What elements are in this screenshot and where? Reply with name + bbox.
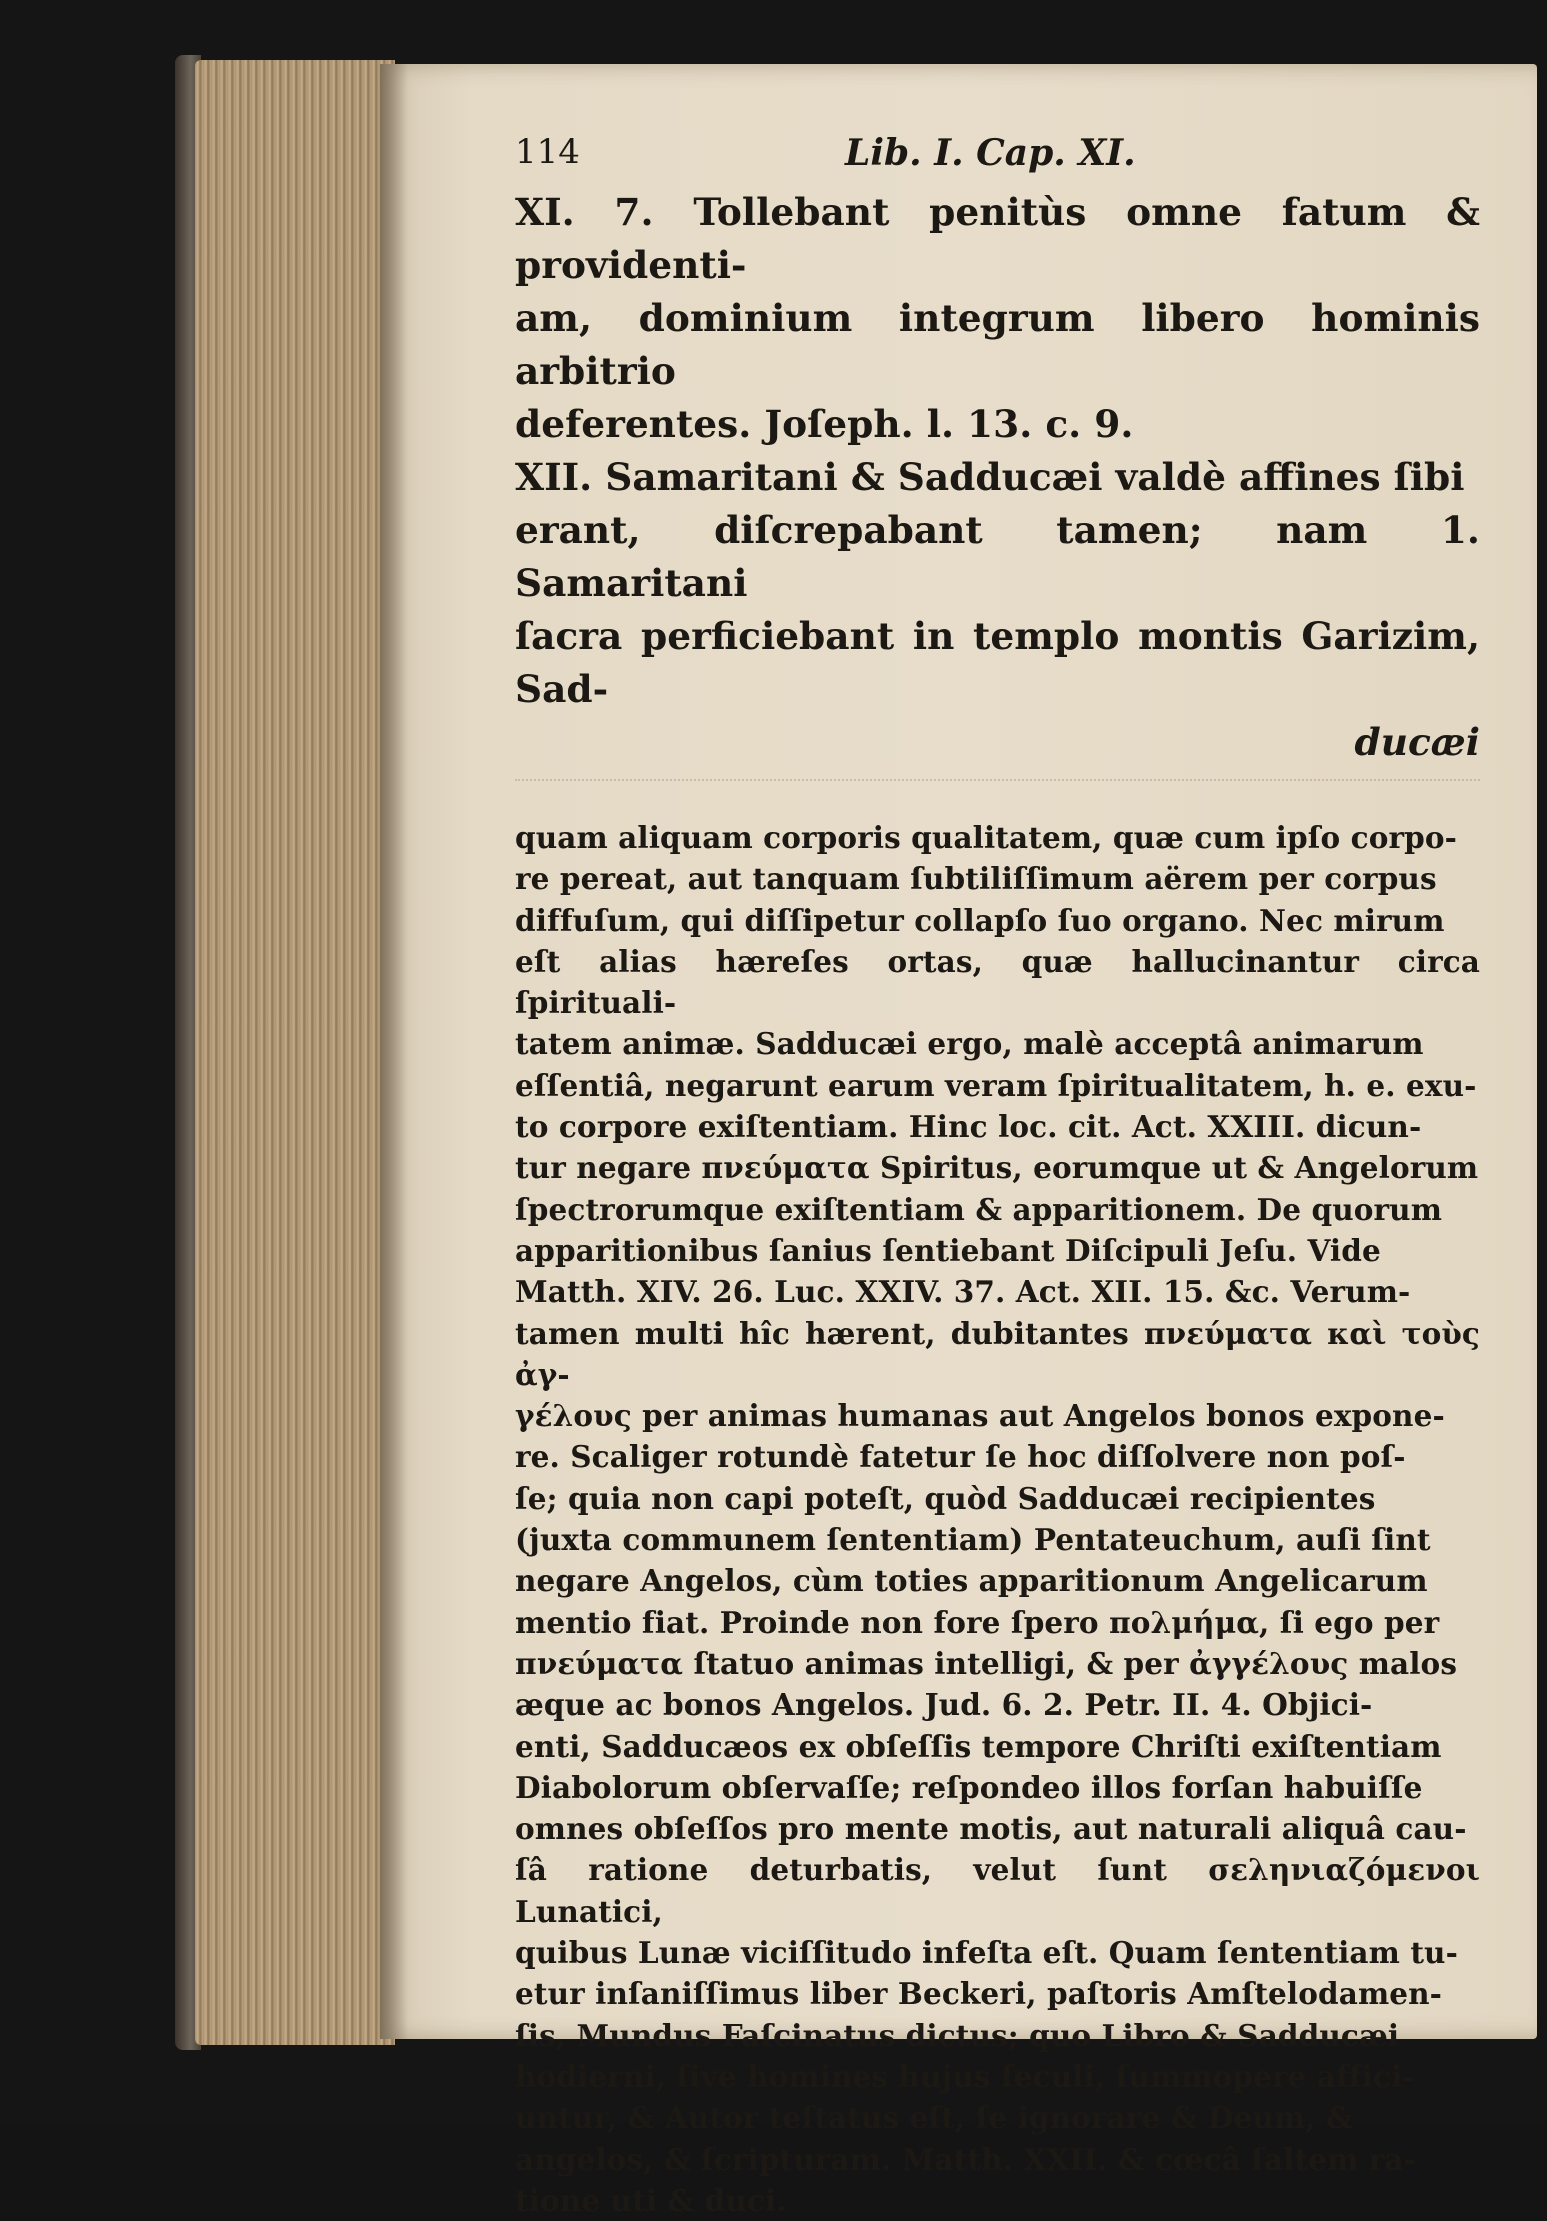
- text-line: eſt alias hæreſes ortas, quæ hallucinantur circa ſpirituali-: [515, 943, 1480, 1021]
- text-line: enti, Sadducæos ex obſeſſis tempore Chriſti exiſtentiam: [515, 1728, 1442, 1764]
- text-line: ſpectrorumque exiſtentiam & apparitionem. De quorum: [515, 1191, 1443, 1227]
- text-line: (juxta communem ſententiam) Pentateuchum, auſi ſint: [515, 1522, 1431, 1558]
- text-line: ſis, Mundus Faſcinatus dictus; quo Libro & Sadducæi: [515, 2017, 1400, 2053]
- text-line: eſſentiâ, negarunt earum veram ſpiritualitatem, h. e. exu-: [515, 1067, 1477, 1103]
- text-line: apparitionibus ſanius ſentiebant Diſcipuli Jeſu. Vide: [515, 1232, 1381, 1268]
- text-line: πνεύματα ſtatuo animas intelligi, & per ἀγγέλους malos: [515, 1645, 1458, 1681]
- text-line: tur negare πνεύματα Spiritus, eorumque ut & Angelorum: [515, 1150, 1479, 1186]
- text-line: negare Angelos, cùm toties apparitionum Angelicarum: [515, 1563, 1428, 1599]
- text-line: mentio fiat. Proinde non fore ſpero πολμήμα, ſi ego per: [515, 1604, 1440, 1640]
- text-line: to corpore exiſtentiam. Hinc loc. cit. Act. XXIII. dicun-: [515, 1109, 1422, 1145]
- book-page-edges: [195, 60, 395, 2045]
- gutter-shadow: [380, 64, 408, 2039]
- text-line: etur inſaniſſimus liber Beckeri, paſtoris Amſtelodamen-: [515, 1976, 1443, 2012]
- text-line: deferentes. Joſeph. l. 13. c. 9.: [515, 402, 1134, 446]
- text-line: ſacra perficiebant in templo montis Garizim, Sad-: [515, 614, 1480, 711]
- catchword: ducæi: [1354, 720, 1480, 764]
- text-line: æque ac bonos Angelos. Jud. 6. 2. Petr. II. 4. Objici-: [515, 1687, 1373, 1723]
- text-line: Matth. XIV. 26. Luc. XXIV. 37. Act. XII. 15. &c. Verum-: [515, 1274, 1411, 1310]
- page-content: [515, 132, 1480, 2221]
- text-line: diffuſum, qui diſſipetur collapſo ſuo organo. Nec mirum: [515, 902, 1445, 938]
- text-line: γέλους per animas humanas aut Angelos bonos expone-: [515, 1398, 1445, 1434]
- text-line: tatem animæ. Sadducæi ergo, malè acceptâ animarum: [515, 1026, 1424, 1062]
- text-line: omnes obſeſſos pro mente motis, aut naturali aliquâ cau-: [515, 1811, 1467, 1847]
- text-line: untur, & Autor teſtatus eſt, ſe ignorare & Deum, &: [515, 2100, 1353, 2136]
- text-line: am, dominium integrum libero hominis arbitrio: [515, 296, 1480, 393]
- text-line: re. Scaliger rotundè fatetur ſe hoc diſſolvere non poſ-: [515, 1439, 1406, 1475]
- upper-passage: [515, 186, 1480, 769]
- page-number: 114: [515, 132, 580, 172]
- text-line: tione uti & duci.: [515, 2182, 787, 2218]
- text-line: quibus Lunæ viciſſitudo infeſta eſt. Quam ſententiam tu-: [515, 1935, 1458, 1971]
- text-line: tamen multi hîc hærent, dubitantes πνεύματα καὶ τοὺς ἀγ-: [515, 1315, 1480, 1392]
- text-line: erant, diſcrepabant tamen; nam 1. Samaritani: [515, 508, 1480, 605]
- text-line: XI. 7. Tollebant penitùs omne fatum & providenti-: [515, 190, 1480, 287]
- text-line: Diabolorum obſervaſſe; reſpondeo illos forſan habuiſſe: [515, 1769, 1423, 1805]
- text-line: re pereat, aut tanquam ſubtiliſſimum aërem per corpus: [515, 861, 1437, 897]
- text-line: quam aliquam corporis qualitatem, quæ cum ipſo corpo-: [515, 820, 1457, 855]
- text-line: ſâ ratione deturbatis, velut ſunt σεληνιαζόμενοι Lunatici,: [515, 1852, 1480, 1929]
- bleed-through-area: [515, 779, 1480, 817]
- lower-passage: [515, 817, 1480, 2221]
- text-line: ſe; quia non capi poteſt, quòd Sadducæi recipientes: [515, 1480, 1376, 1516]
- text-line: angelos, & ſcripturam. Matth. XXII. & cœcâ ſaltem ra-: [515, 2141, 1416, 2177]
- running-title: Lib. I. Cap. XI.: [845, 132, 1136, 174]
- running-head: [515, 132, 1480, 186]
- text-line: XII. Samaritani & Sadducæi valdè affines ſibi: [515, 455, 1465, 499]
- text-line: hodierni, ſive homines hujus ſeculi, ſummopere affici-: [515, 2058, 1415, 2094]
